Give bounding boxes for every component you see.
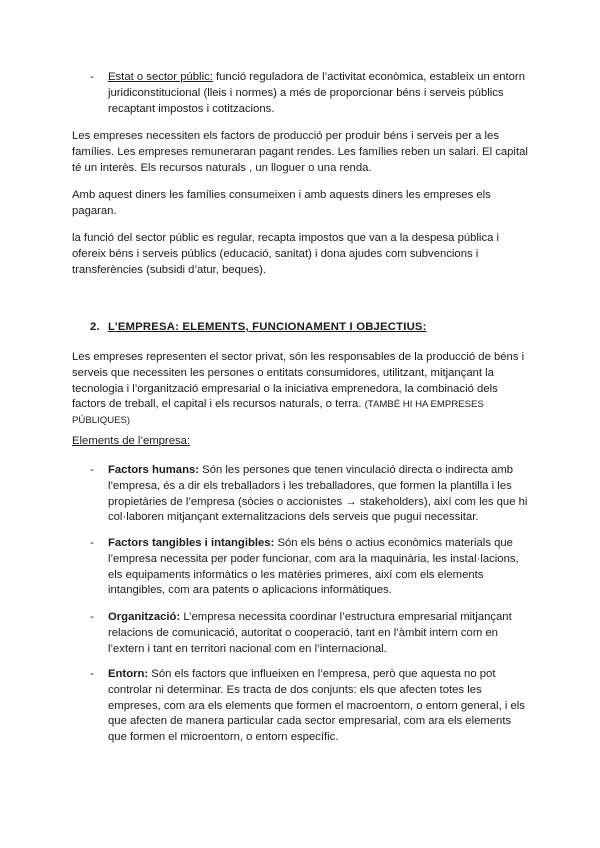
list-item-text: Són les persones que tenen vinculació directa o indirecta amb l’empresa, és a dir els treballadors i les treballadores, que formen la plantilla i les propietàries de l’empresa (sòcies o accionistes → stakeholders), així com les que hi col·laboren mitjançant externalitzacions dels serveis que pugui necessitar. xyxy=(108,464,528,524)
bullet-dash: - xyxy=(90,71,94,83)
bullet-dash: - xyxy=(90,668,94,680)
paragraph-empreses-text: Les empreses representen el sector privat, són les responsables de la producció de béns i serveis que necessiten les persones o entitats consumidores, utilitzant, mitjançant la tecnologia i l’organització empresarial o la iniciativa emprenedora, la combinació dels factors de treball, el capital i els recursos naturals, o terra. xyxy=(72,351,525,411)
list-item-body xyxy=(108,667,532,746)
section-title: L’EMPRESA: ELEMENTS, FUNCIONAMENT I OBJECTIUS: xyxy=(108,321,427,333)
list-item-text: Són els factors que influeixen en l’empresa, però que aquesta no pot controlar ni determinar. Es tracta de dos conjunts: els que afecten totes les empreses, com ara els elements que formen el macroentorn, o entorn general, i els que afecten de manera particular cada sector empresarial, com ara els elements que formen el microentorn, o entorn específic. xyxy=(108,668,525,744)
list-item-body xyxy=(108,610,532,657)
list-item-estat xyxy=(90,70,532,117)
list-item-entorn xyxy=(90,667,532,746)
section-number: 2. xyxy=(90,321,100,333)
list-item-text: funció reguladora de l’activitat econòmica, estableix un entorn juridiconstitucional (lleis i normes) a més de proporcionar béns i serveis públics recaptant impostos i cotitzacions. xyxy=(108,71,525,115)
list-item-text: Són els béns o actius econòmics materials que l’empresa necessita per poder funcionar, com ara la maquinària, les instal·lacions, els equipaments informàtics o les matèries primeres, així com els elements intangibles, com ara patents o aplicacions informàtiques. xyxy=(108,537,519,597)
list-item-organitzacio xyxy=(90,610,532,657)
paragraph-empreses-note: (TAMBÉ HI HA EMPRESES PÚBLIQUES) xyxy=(72,399,484,427)
bullet-dash: - xyxy=(90,611,94,623)
paragraph-empreses xyxy=(72,350,532,429)
list-item-term: Organització: xyxy=(108,611,181,623)
elements-heading: Elements de l’empresa: xyxy=(72,435,191,447)
section-heading xyxy=(90,320,427,336)
list-item-term: Entorn: xyxy=(108,668,149,680)
list-item-term: Estat o sector públic: xyxy=(108,71,213,83)
list-item-body xyxy=(108,536,532,599)
list-item-text: L’empresa necessita coordinar l’estructura empresarial mitjançant relacions de comunicació, autoritat o cooperació, tant en l’àmbit intern com en l’extern i tant en territori nacional com en l’internacional. xyxy=(108,611,512,655)
paragraph-families: Amb aquest diners les famílies consumeixen i amb aquests diners les empreses els pagaran. xyxy=(72,189,491,217)
bullet-dash: - xyxy=(90,464,94,476)
paragraph-factors: Les empreses necessiten els factors de producció per produir béns i serveis per a les famílies. Les empreses remuneraran pagant rendes. Les famílies reben un salari. El capital té un interès. Els recursos naturals , un lloguer o una renda. xyxy=(72,130,528,174)
paragraph-sector-public: la funció del sector públic es regular, recapta impostos que van a la despesa pública i ofereix béns i serveis públics (educació, sanitat) i dona ajudes com subvencions i transferències (subsidi d’atur, beques). xyxy=(72,232,500,276)
list-item-body xyxy=(108,70,532,117)
list-item-body xyxy=(108,463,532,526)
list-item-factors-humans xyxy=(90,463,532,526)
list-item-term: Factors tangibles i intangibles: xyxy=(108,537,275,549)
bullet-dash: - xyxy=(90,537,94,549)
list-item-term: Factors humans: xyxy=(108,464,200,476)
list-item-factors-tangibles xyxy=(90,536,532,599)
